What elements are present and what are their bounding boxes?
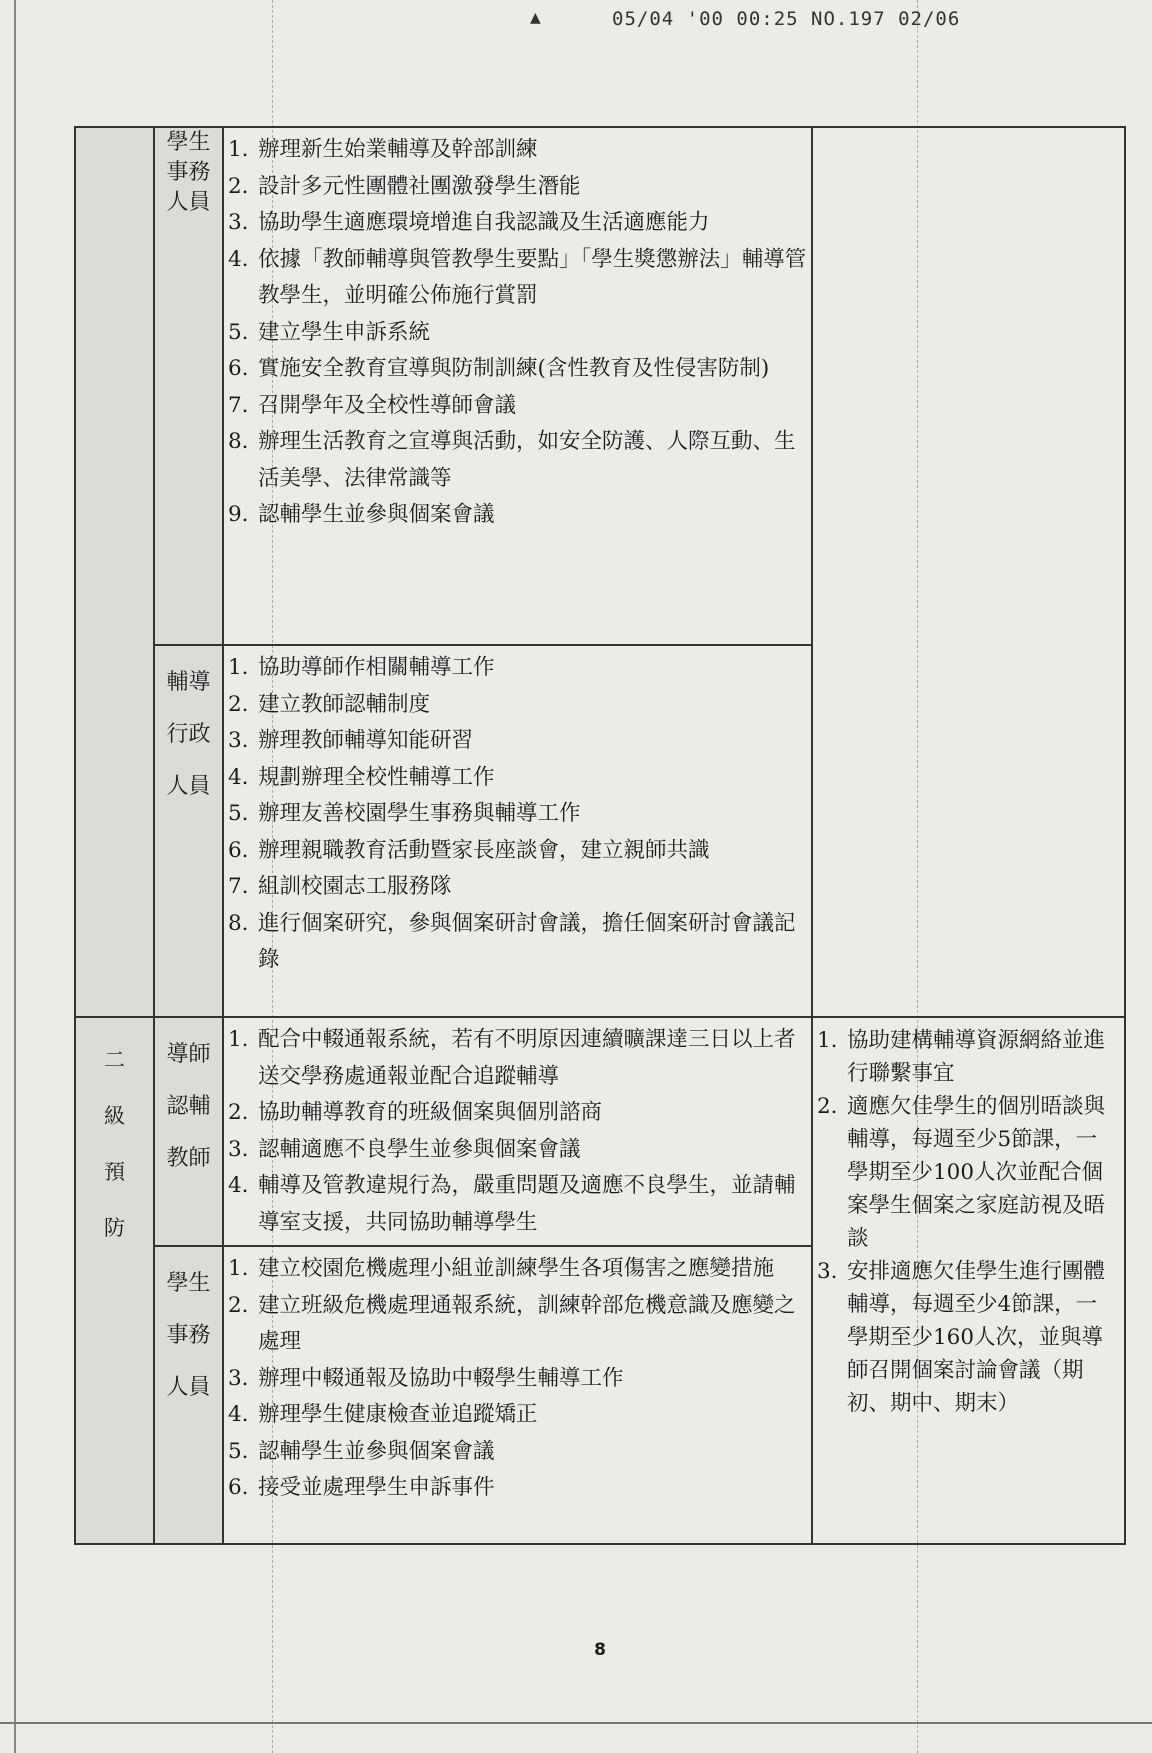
list-item: 5. 辦理友善校園學生事務與輔導工作 [228,801,581,826]
role-cell [154,1246,223,1544]
list-item: 4. 辦理學生健康檢查並追蹤矯正 [228,1402,538,1427]
bottom-rule [0,1722,1152,1724]
table-row [75,127,1125,645]
fax-mark: ▲ [530,10,541,26]
duty-list-cell [223,1246,812,1544]
page-number: 8 [594,1640,606,1660]
list-item: 4. 規劃辦理全校性輔導工作 [228,764,495,790]
empty-remarks-cell [812,127,1125,1017]
list-item: 7. 召開學年及全校性導師會議 [228,392,517,418]
list-item: 6. 實施安全教育宣導與防制訓練(含性教育及性侵害防制) [228,356,770,381]
list-item: 5. 認輔學生並參與個案會議 [228,1438,495,1464]
list-item: 1. 辦理新生始業輔導及幹部訓練 [228,137,538,162]
role-cell [154,127,223,645]
guidance-duty-table [74,126,1126,1545]
list-item: 2. 建立班級危機處理通報系統，訓練幹部危機意識及應變之處理 [228,1292,796,1354]
list-item: 6. 辦理親職教育活動暨家長座談會，建立親師共識 [228,837,710,863]
list-item: 2. 設計多元性團體社團激發學生潛能 [228,173,581,199]
role-label: 導師 認輔 教師 [166,1042,211,1171]
list-item: 3. 安排適應欠佳學生進行團體輔導，每週至少4節課，一學期至少160人次，並與導師召開個案討論會議（期初、期中、期末） [817,1259,1106,1416]
list-item: 3. 辦理教師輔導知能研習 [228,728,474,753]
duty-list [224,1018,811,1245]
level-cell-blank [75,127,154,1017]
list-item: 2. 適應欠佳學生的個別晤談與輔導，每週至少5節課，一學期至少100人次並配合個案學生個案之家庭訪視及晤談 [817,1094,1106,1251]
duty-list [224,646,811,983]
left-margin-rule [14,0,16,1753]
role-label: 學生事務人員 [166,130,211,215]
table-row [75,1017,1125,1246]
list-item: 8. 辦理生活教育之宣導與活動，如安全防護、人際互動、生活美學、法律常識等 [228,429,796,491]
list-item: 1. 協助建構輔導資源網絡並進行聯繫事宜 [817,1028,1106,1086]
list-item: 1. 協助導師作相關輔導工作 [228,655,495,680]
list-item: 4. 依據「教師輔導與管教學生要點」「學生獎懲辦法」輔導管教學生，並明確公佈施行賞罰 [228,246,807,308]
role-label: 學生 事務 人員 [166,1271,211,1400]
duty-list [224,128,811,538]
remarks-cell [812,1017,1125,1544]
fax-header: 05/04 '00 00:25 NO.197 02/06 [612,8,961,30]
support-list [813,1018,1124,1426]
list-item: 3. 認輔適應不良學生並參與個案會議 [228,1136,581,1162]
list-item: 5. 建立學生申訴系統 [228,319,431,345]
list-item: 1. 配合中輟通報系統，若有不明原因連續曠課達三日以上者送交學務處通報並配合追蹤輔導 [228,1027,796,1089]
duty-list-cell [223,645,812,1017]
role-label: 輔導 行政 人員 [166,670,211,799]
list-item: 7. 組訓校園志工服務隊 [228,874,452,899]
list-item: 4. 輔導及管教違規行為，嚴重問題及適應不良學生，並請輔導室支援，共同協助輔導學生 [228,1173,796,1235]
list-item: 3. 協助學生適應環境增進自我認識及生活適應能力 [228,210,710,235]
duty-list-cell [223,1017,812,1246]
duty-list-cell [223,127,812,645]
list-item: 2. 建立教師認輔制度 [228,691,431,717]
list-item: 8. 進行個案研究，參與個案研討會議，擔任個案研討會議記錄 [228,910,796,972]
duty-list [224,1247,811,1511]
list-item: 2. 協助輔導教育的班級個案與個別諮商 [228,1100,603,1125]
list-item: 3. 辦理中輟通報及協助中輟學生輔導工作 [228,1365,624,1391]
list-item: 9. 認輔學生並參與個案會議 [228,502,495,527]
list-item: 6. 接受並處理學生申訴事件 [228,1475,495,1500]
list-item: 1. 建立校園危機處理小組並訓練學生各項傷害之應變措施 [228,1256,775,1281]
prevention-level-cell: 二 級 預 防 [75,1017,154,1544]
role-cell [154,1017,223,1246]
role-cell [154,645,223,1017]
